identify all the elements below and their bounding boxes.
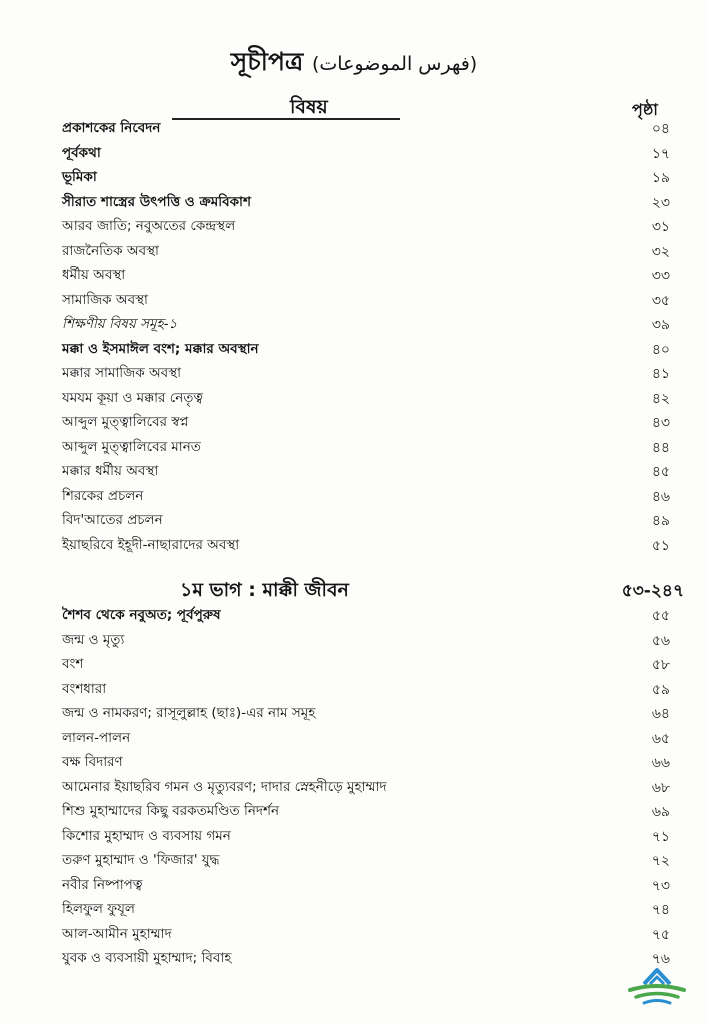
toc-entry <box>62 678 682 702</box>
toc-entry-page: ৫১ <box>651 537 670 554</box>
toc-entry-page: ৩৫ <box>651 292 670 309</box>
toc-entry-title: জন্ম ও মৃত্যু <box>62 631 125 648</box>
toc-entry <box>62 166 682 190</box>
toc-entry <box>62 727 682 751</box>
toc-entry-title: রাজনৈতিক অবস্থা <box>62 242 159 259</box>
toc-entry-page: ১৭ <box>651 145 670 162</box>
toc-entry-title: জন্ম ও নামকরণ; রাসূলুল্লাহ (ছাঃ)-এর নাম সমূহ <box>62 705 316 721</box>
toc-entry-title: প্রকাশকের নিবেদন <box>62 120 161 136</box>
toc-entry <box>62 142 682 166</box>
toc-entry-page: ২৩ <box>651 194 670 211</box>
toc-entry-title: ইয়াছরিবে ইহূদী-নাছারাদের অবস্থা <box>62 536 240 553</box>
toc-entry-title: লালন-পালন <box>62 729 131 746</box>
toc-entry-title: আমেনার ইয়াছরিব গমন ও মৃত্যুবরণ; দাদার স্নেহনীড়ে মুহাম্মাদ <box>62 778 387 795</box>
toc-entry-title: বংশধারা <box>62 680 107 697</box>
toc-entry <box>62 436 682 460</box>
toc-entry-page: ১৯ <box>651 170 670 186</box>
toc-entry-title: যমযম কূয়া ও মক্কার নেতৃত্ব <box>62 389 203 406</box>
toc-entry-page: ৭৩ <box>651 877 670 894</box>
toc-entry <box>62 800 682 824</box>
toc-entry-page: ৩৯ <box>651 317 670 333</box>
toc-entry-title: পূর্বকথা <box>62 144 101 161</box>
toc-entry-page: ৭২ <box>651 853 670 869</box>
toc-entry <box>62 898 682 922</box>
toc-entry-title: ধর্মীয় অবস্থা <box>62 267 126 283</box>
toc-entry-page: ৭৬ <box>651 951 670 967</box>
toc-entry-page: ৭৫ <box>651 926 670 943</box>
toc-entry-title: আব্দুল মুত্ত্বালিবের মানত <box>62 438 201 455</box>
toc-entry <box>62 653 682 677</box>
toc-entry <box>62 485 682 509</box>
toc-entry <box>62 534 682 558</box>
toc-entry-title: কিশোর মুহাম্মাদ ও ব্যবসায় গমন <box>62 827 231 844</box>
toc-entry-title: মক্কার সামাজিক অবস্থা <box>62 365 182 381</box>
toc-entry <box>62 751 682 775</box>
section-title: ১ম ভাগ : মাক্কী জীবন <box>180 579 349 601</box>
toc-entry <box>62 460 682 484</box>
column-header-page: পৃষ্ঠা <box>632 100 658 119</box>
toc-entry-title: নবীর নিষ্পাপত্ব <box>62 876 143 893</box>
toc-entry-title: শিরকের প্রচলন <box>62 487 144 504</box>
toc-entry-page: ৫৫ <box>651 608 670 624</box>
toc-entry-title: আব্দুল মুত্ত্বালিবের স্বপ্ন <box>62 414 189 430</box>
toc-entry-title: বিদ'আতের প্রচলন <box>62 512 163 528</box>
toc-entry <box>62 338 682 362</box>
toc-entry-page: ৬৮ <box>651 779 670 796</box>
toc-entry-title: বংশ <box>62 656 84 672</box>
toc-entry <box>62 629 682 653</box>
toc-entry-page: ৬৯ <box>651 804 670 820</box>
toc-entry-page: ৪৫ <box>651 464 670 480</box>
toc-entry-page: ৫৬ <box>651 632 670 649</box>
toc-entry-page: ৫৯ <box>651 681 670 698</box>
toc-entry <box>62 874 682 898</box>
toc-entry <box>62 923 682 947</box>
toc-entry-page: ৭১ <box>651 828 670 845</box>
toc-entry <box>62 191 682 215</box>
toc-entry <box>62 313 682 337</box>
toc-entry <box>62 117 682 141</box>
section-pages: ৫৩-২৪৭ <box>621 581 684 601</box>
toc-entry-page: ৪০ <box>651 341 670 358</box>
toc-entry-page: ৪৬ <box>651 488 670 505</box>
toc-entry-page: ৪৪ <box>651 439 670 456</box>
toc-entry-title: শিশু মুহাম্মাদের কিছু বরকতমণ্ডিত নিদর্শন <box>62 803 280 819</box>
toc-entry-title: হিলফুল ফুযূল <box>62 901 135 917</box>
toc-entry <box>62 362 682 386</box>
toc-entry <box>62 849 682 873</box>
column-header-topic: বিষয় <box>290 96 328 118</box>
toc-entry <box>62 411 682 435</box>
toc-entry <box>62 264 682 288</box>
toc-entry-title: শিক্ষণীয় বিষয় সমূহ-১ <box>62 316 178 332</box>
page-title <box>0 42 708 85</box>
toc-entry <box>62 387 682 411</box>
toc-entry <box>62 509 682 533</box>
toc-entry-page: ৪১ <box>651 366 670 382</box>
toc-entry-page: ০৪ <box>651 121 670 137</box>
toc-entry-page: ৩৩ <box>651 268 670 284</box>
toc-entry-page: ৩১ <box>651 219 670 235</box>
toc-entry <box>62 215 682 239</box>
toc-entry-title: তরুণ মুহাম্মাদ ও 'ফিজার' যুদ্ধ <box>62 852 220 868</box>
publisher-logo-icon <box>622 958 692 1010</box>
toc-entry-page: ৬৫ <box>651 730 670 747</box>
toc-entry <box>62 702 682 726</box>
toc-entry <box>62 776 682 800</box>
toc-entry-page: ৭৪ <box>651 902 670 918</box>
toc-entry-page: ৫৮ <box>651 657 670 673</box>
section-heading <box>0 576 708 606</box>
toc-entry-title: সামাজিক অবস্থা <box>62 291 148 308</box>
toc-entry-title: যুবক ও ব্যবসায়ী মুহাম্মাদ; বিবাহ <box>62 950 232 966</box>
title-arabic: (فهرس الموضوعات) <box>312 53 478 75</box>
toc-entry <box>62 604 682 628</box>
toc-entry-title: আরব জাতি; নবুঅতের কেন্দ্রস্থল <box>62 218 236 234</box>
toc-entry <box>62 825 682 849</box>
toc-entry-page: ৪২ <box>651 390 670 407</box>
toc-entry-page: ৬৪ <box>651 706 670 722</box>
toc-entry-title: সীরাত শাস্ত্রের উৎপত্তি ও ক্রমবিকাশ <box>62 193 251 210</box>
toc-entry-title: আল-আমীন মুহাম্মাদ <box>62 925 172 942</box>
toc-entry-title: মক্কার ধর্মীয় অবস্থা <box>62 463 159 479</box>
title-bengali: সূচীপত্র <box>230 47 304 76</box>
toc-entry-page: ৪৯ <box>651 513 670 529</box>
toc-entry-page: ৬৬ <box>651 755 670 771</box>
toc-entry-title: মক্কা ও ইসমাঈল বংশ; মক্কার অবস্থান <box>62 340 259 357</box>
toc-entry-title: বক্ষ বিদারণ <box>62 754 123 770</box>
toc-entry-page: ৩২ <box>651 243 670 260</box>
toc-entry <box>62 240 682 264</box>
toc-entry-title: ভূমিকা <box>62 169 97 185</box>
toc-entry-title: শৈশব থেকে নবুঅত; পূর্বপুরুষ <box>62 607 221 623</box>
toc-entry-page: ৪৩ <box>651 415 670 431</box>
toc-entry <box>62 289 682 313</box>
toc-entry <box>62 947 682 971</box>
